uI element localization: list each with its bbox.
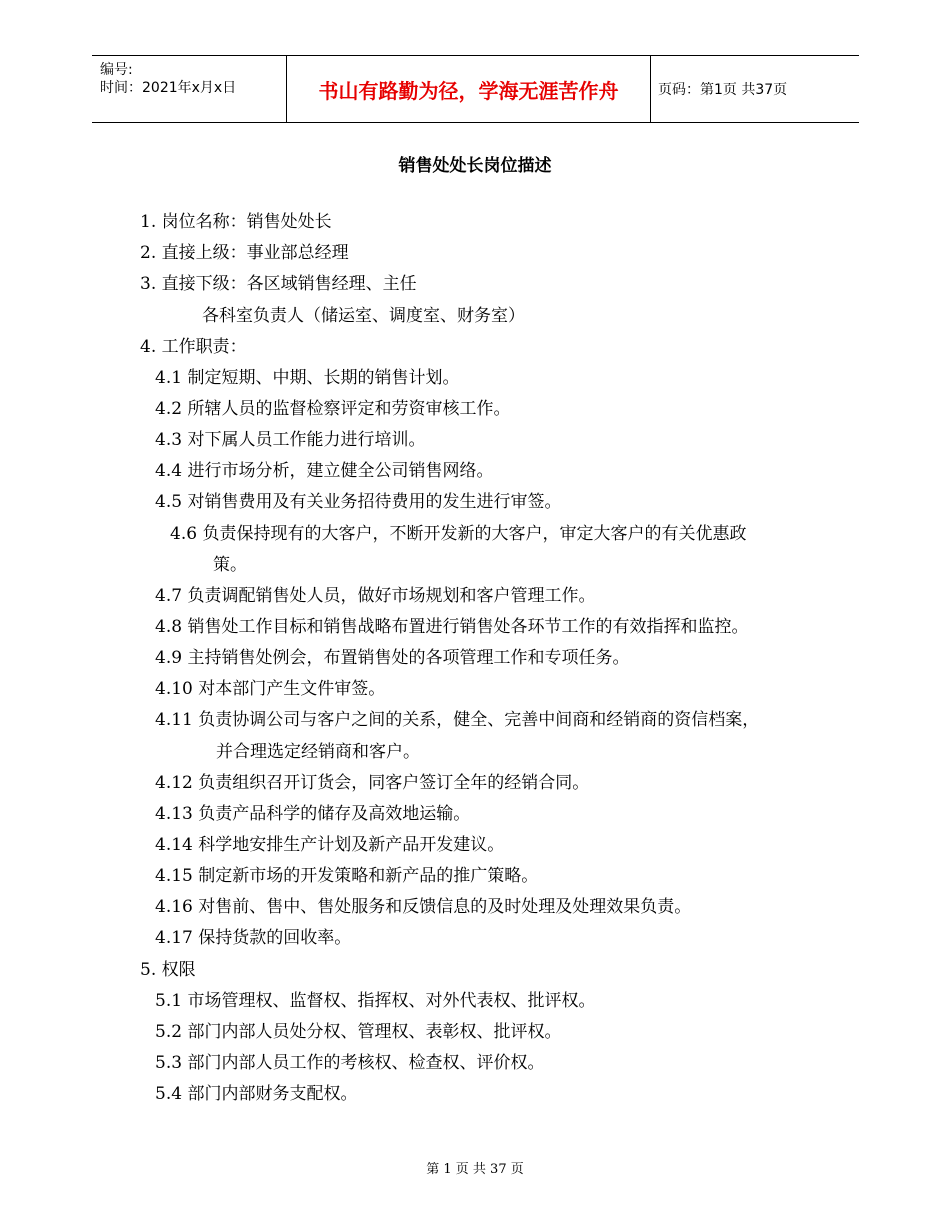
header-page-info: 页码：第1页 共37页 — [658, 82, 788, 98]
body-line: 2. 直接上级：事业部总经理 — [140, 243, 349, 263]
page-header — [92, 55, 859, 123]
number-label: 编号: — [100, 62, 133, 78]
page-footer: 第 1 页 共 37 页 — [426, 1162, 524, 1177]
body-line: 5. 权限 — [140, 960, 196, 980]
body-line: 策。 — [213, 555, 247, 575]
body-line: 4.12 负责组织召开订货会，同客户签订全年的经销合同。 — [155, 773, 590, 793]
body-line: 4.6 负责保持现有的大客户，不断开发新的大客户，审定大客户的有关优惠政 — [170, 524, 747, 544]
body-line: 4.1 制定短期、中期、长期的销售计划。 — [155, 368, 460, 388]
body-line: 4.10 对本部门产生文件审签。 — [155, 679, 386, 699]
body-line: 各科室负责人（储运室、调度室、财务室） — [202, 306, 525, 326]
time-label: 时间：2021年x月x日 — [100, 80, 237, 96]
body-line: 并合理选定经销商和客户。 — [216, 742, 420, 762]
body-line: 4.11 负责协调公司与客户之间的关系，健全、完善中间商和经销商的资信档案， — [155, 710, 760, 730]
body-line: 4.3 对下属人员工作能力进行培训。 — [155, 430, 426, 450]
body-line: 4.4 进行市场分析，建立健全公司销售网络。 — [155, 461, 494, 481]
body-line: 4.17 保持货款的回收率。 — [155, 928, 352, 948]
body-line: 4.8 销售处工作目标和销售战略布置进行销售处各环节工作的有效指挥和监控。 — [155, 617, 749, 637]
body-line: 3. 直接下级：各区域销售经理、主任 — [140, 274, 417, 294]
body-line: 4.13 负责产品科学的储存及高效地运输。 — [155, 804, 471, 824]
body-line: 5.2 部门内部人员处分权、管理权、表彰权、批评权。 — [155, 1022, 562, 1042]
body-line: 5.4 部门内部财务支配权。 — [155, 1084, 358, 1104]
body-line: 5.1 市场管理权、监督权、指挥权、对外代表权、批评权。 — [155, 991, 596, 1011]
header-meta — [100, 61, 236, 97]
body-line: 5.3 部门内部人员工作的考核权、检查权、评价权。 — [155, 1053, 545, 1073]
body-line: 4.2 所辖人员的监督检察评定和劳资审核工作。 — [155, 399, 511, 419]
body-line: 4.16 对售前、售中、售处服务和反馈信息的及时处理及处理效果负责。 — [155, 897, 692, 917]
header-divider — [650, 56, 651, 122]
body-line: 4.7 负责调配销售处人员，做好市场规划和客户管理工作。 — [155, 586, 596, 606]
body-line: 4. 工作职责： — [140, 337, 247, 357]
body-line: 1. 岗位名称：销售处处长 — [140, 212, 332, 232]
body-line: 4.9 主持销售处例会，布置销售处的各项管理工作和专项任务。 — [155, 648, 630, 668]
body-line: 4.5 对销售费用及有关业务招待费用的发生进行审签。 — [155, 492, 562, 512]
body-line: 4.15 制定新市场的开发策略和新产品的推广策略。 — [155, 866, 539, 886]
body-line: 4.14 科学地安排生产计划及新产品开发建议。 — [155, 835, 505, 855]
document-title: 销售处处长岗位描述 — [398, 156, 552, 176]
header-motto: 书山有路勤为径，学海无涯苦作舟 — [318, 78, 619, 103]
